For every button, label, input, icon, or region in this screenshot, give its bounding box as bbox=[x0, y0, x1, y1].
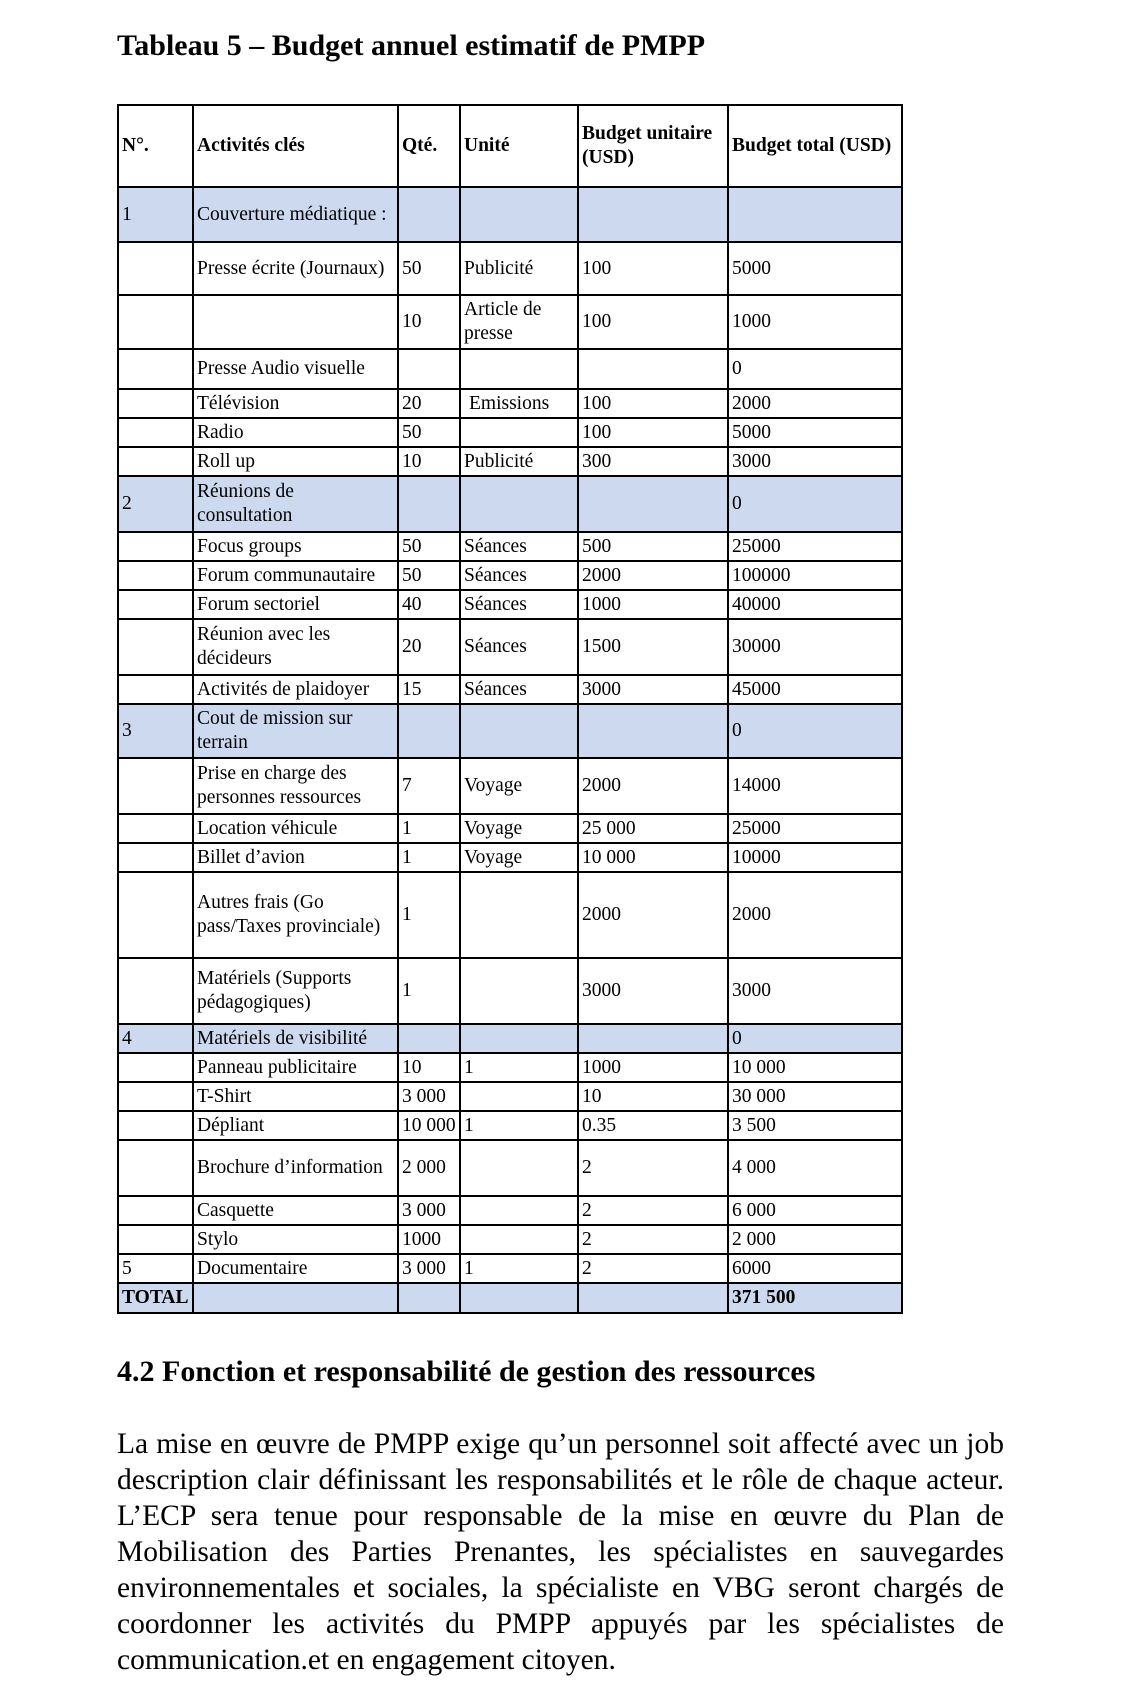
total-budget-cell: 5000 bbox=[728, 418, 902, 447]
unit-cell: Article de presse bbox=[460, 295, 578, 349]
total-budget-cell: 10 000 bbox=[728, 1053, 902, 1082]
unit-budget-cell: 100 bbox=[578, 242, 728, 295]
unit-budget-cell: 2 bbox=[578, 1254, 728, 1283]
unit-budget-cell: 1000 bbox=[578, 1053, 728, 1082]
unit-budget-cell: 2000 bbox=[578, 561, 728, 590]
row-number-cell: 2 bbox=[118, 476, 193, 532]
unit-cell bbox=[460, 349, 578, 389]
total-budget-cell: 0 bbox=[728, 349, 902, 389]
total-budget-cell: 2 000 bbox=[728, 1225, 902, 1254]
activity-cell: Prise en charge des personnes ressources bbox=[193, 758, 398, 814]
table-row bbox=[118, 349, 902, 389]
activity-cell: Activités de plaidoyer bbox=[193, 675, 398, 704]
total-budget-cell: 40000 bbox=[728, 590, 902, 619]
quantity-cell: 1 bbox=[398, 958, 460, 1024]
unit-cell bbox=[460, 1024, 578, 1053]
row-number-cell bbox=[118, 1053, 193, 1082]
table-row bbox=[118, 295, 902, 349]
row-number-cell bbox=[118, 561, 193, 590]
activity-cell: Stylo bbox=[193, 1225, 398, 1254]
row-number-cell bbox=[118, 958, 193, 1024]
activity-cell: Réunions de consultation bbox=[193, 476, 398, 532]
unit-cell bbox=[460, 418, 578, 447]
activity-cell: Télévision bbox=[193, 389, 398, 418]
section-row bbox=[118, 476, 902, 532]
quantity-cell: 1000 bbox=[398, 1225, 460, 1254]
quantity-cell bbox=[398, 187, 460, 242]
unit-budget-cell: 300 bbox=[578, 447, 728, 476]
quantity-cell: 20 bbox=[398, 619, 460, 675]
total-budget-cell: 14000 bbox=[728, 758, 902, 814]
activity-cell: T-Shirt bbox=[193, 1082, 398, 1111]
unit-cell bbox=[460, 704, 578, 758]
body-paragraph: La mise en œuvre de PMPP exige qu’un personnel soit affecté avec un job description clair définissant les responsabilités et le rôle de chaque acteur. L’ECP sera tenue pour responsable de la mise en œuvre du Plan de Mobilisation des Parties Prenantes, les spécialistes en sauvegardes environnementales et sociales, la spécialiste en VBG seront chargés de coordonner les activités du PMPP appuyés par les spécialistes de communication.et en engagement citoyen. bbox=[117, 1428, 1004, 1676]
quantity-cell: 20 bbox=[398, 389, 460, 418]
activity-cell: Billet d’avion bbox=[193, 843, 398, 872]
total-budget-cell: 2000 bbox=[728, 872, 902, 958]
total-budget-cell: 25000 bbox=[728, 814, 902, 843]
quantity-cell: 50 bbox=[398, 418, 460, 447]
total-budget-cell: 0 bbox=[728, 476, 902, 532]
total-budget-cell: 0 bbox=[728, 704, 902, 758]
quantity-cell: 2 000 bbox=[398, 1140, 460, 1196]
quantity-cell: 15 bbox=[398, 675, 460, 704]
table-row bbox=[118, 242, 902, 295]
section-row bbox=[118, 1024, 902, 1053]
unit-cell: Séances bbox=[460, 532, 578, 561]
total-budget-cell: 2000 bbox=[728, 389, 902, 418]
activity-cell: Location véhicule bbox=[193, 814, 398, 843]
total-budget-cell: 1000 bbox=[728, 295, 902, 349]
total-budget-cell bbox=[728, 187, 902, 242]
row-number-cell bbox=[118, 418, 193, 447]
table-row bbox=[118, 1254, 902, 1283]
unit-cell: Séances bbox=[460, 590, 578, 619]
header-qty: Qté. bbox=[398, 105, 460, 187]
unit-cell bbox=[460, 1196, 578, 1225]
table-row bbox=[118, 675, 902, 704]
activity-cell: Brochure d’information bbox=[193, 1140, 398, 1196]
quantity-cell: 10 000 bbox=[398, 1111, 460, 1140]
quantity-cell: 1 bbox=[398, 872, 460, 958]
quantity-cell: 3 000 bbox=[398, 1082, 460, 1111]
header-unit: Unité bbox=[460, 105, 578, 187]
table-row bbox=[118, 1053, 902, 1082]
unit-cell: Publicité bbox=[460, 242, 578, 295]
header-activity: Activités clés bbox=[193, 105, 398, 187]
unit-budget-cell: 25 000 bbox=[578, 814, 728, 843]
total-budget-cell: 3 500 bbox=[728, 1111, 902, 1140]
unit-cell: Séances bbox=[460, 619, 578, 675]
row-number-cell bbox=[118, 295, 193, 349]
quantity-cell bbox=[398, 1024, 460, 1053]
unit-budget-cell: 2 bbox=[578, 1225, 728, 1254]
total-budget-cell: 10000 bbox=[728, 843, 902, 872]
total-budget-cell: 5000 bbox=[728, 242, 902, 295]
quantity-cell: 50 bbox=[398, 561, 460, 590]
total-budget-cell: 4 000 bbox=[728, 1140, 902, 1196]
table-row bbox=[118, 814, 902, 843]
row-number-cell bbox=[118, 619, 193, 675]
section-row bbox=[118, 1283, 902, 1313]
unit-budget-cell bbox=[578, 1024, 728, 1053]
unit-budget-cell: 10 bbox=[578, 1082, 728, 1111]
unit-cell bbox=[460, 1283, 578, 1313]
row-number-cell bbox=[118, 872, 193, 958]
row-number-cell bbox=[118, 590, 193, 619]
unit-budget-cell: 2000 bbox=[578, 872, 728, 958]
table-row bbox=[118, 1196, 902, 1225]
quantity-cell: 3 000 bbox=[398, 1196, 460, 1225]
activity-cell: Couverture médiatique : bbox=[193, 187, 398, 242]
quantity-cell: 10 bbox=[398, 295, 460, 349]
total-budget-cell: 3000 bbox=[728, 447, 902, 476]
activity-cell: Focus groups bbox=[193, 532, 398, 561]
budget-table bbox=[117, 104, 903, 1314]
table-row bbox=[118, 447, 902, 476]
unit-cell bbox=[460, 476, 578, 532]
unit-budget-cell bbox=[578, 187, 728, 242]
activity-cell: Casquette bbox=[193, 1196, 398, 1225]
activity-cell: Matériels de visibilité bbox=[193, 1024, 398, 1053]
section-row bbox=[118, 187, 902, 242]
unit-budget-cell: 3000 bbox=[578, 958, 728, 1024]
activity-cell bbox=[193, 295, 398, 349]
row-number-cell bbox=[118, 1082, 193, 1111]
total-budget-cell: 3000 bbox=[728, 958, 902, 1024]
quantity-cell: 50 bbox=[398, 242, 460, 295]
row-number-cell: 3 bbox=[118, 704, 193, 758]
activity-cell: Cout de mission sur terrain bbox=[193, 704, 398, 758]
unit-budget-cell: 10 000 bbox=[578, 843, 728, 872]
table-row bbox=[118, 1111, 902, 1140]
unit-cell: Emissions bbox=[460, 389, 578, 418]
quantity-cell: 10 bbox=[398, 447, 460, 476]
unit-budget-cell bbox=[578, 476, 728, 532]
quantity-cell: 7 bbox=[398, 758, 460, 814]
header-row bbox=[118, 105, 902, 187]
unit-budget-cell: 2000 bbox=[578, 758, 728, 814]
row-number-cell: TOTAL bbox=[118, 1283, 193, 1313]
table-row bbox=[118, 1225, 902, 1254]
unit-budget-cell: 0.35 bbox=[578, 1111, 728, 1140]
unit-budget-cell: 2 bbox=[578, 1140, 728, 1196]
table-row bbox=[118, 872, 902, 958]
total-budget-cell: 100000 bbox=[728, 561, 902, 590]
table-row bbox=[118, 418, 902, 447]
total-budget-cell: 45000 bbox=[728, 675, 902, 704]
unit-cell bbox=[460, 958, 578, 1024]
activity-cell: Autres frais (Go pass/Taxes provinciale) bbox=[193, 872, 398, 958]
table-row bbox=[118, 758, 902, 814]
header-no: N°. bbox=[118, 105, 193, 187]
quantity-cell bbox=[398, 476, 460, 532]
activity-cell: Réunion avec les décideurs bbox=[193, 619, 398, 675]
table-row bbox=[118, 1140, 902, 1196]
unit-budget-cell bbox=[578, 349, 728, 389]
total-budget-cell: 6000 bbox=[728, 1254, 902, 1283]
activity-cell: Roll up bbox=[193, 447, 398, 476]
row-number-cell bbox=[118, 349, 193, 389]
row-number-cell bbox=[118, 1225, 193, 1254]
activity-cell: Matériels (Supports pédagogiques) bbox=[193, 958, 398, 1024]
unit-budget-cell: 3000 bbox=[578, 675, 728, 704]
row-number-cell bbox=[118, 758, 193, 814]
section-heading: 4.2 Fonction et responsabilité de gestion des ressources bbox=[117, 1355, 816, 1388]
table-row bbox=[118, 958, 902, 1024]
header-unit-budget: Budget unitaire (USD) bbox=[578, 105, 728, 187]
unit-cell: Voyage bbox=[460, 843, 578, 872]
unit-cell: Voyage bbox=[460, 814, 578, 843]
unit-cell: Voyage bbox=[460, 758, 578, 814]
quantity-cell: 10 bbox=[398, 1053, 460, 1082]
table-row bbox=[118, 532, 902, 561]
quantity-cell bbox=[398, 704, 460, 758]
unit-budget-cell: 500 bbox=[578, 532, 728, 561]
total-budget-cell: 371 500 bbox=[728, 1283, 902, 1313]
row-number-cell bbox=[118, 843, 193, 872]
header-total-budget: Budget total (USD) bbox=[728, 105, 902, 187]
quantity-cell: 3 000 bbox=[398, 1254, 460, 1283]
table-title: Tableau 5 – Budget annuel estimatif de PMPP bbox=[117, 29, 706, 62]
row-number-cell bbox=[118, 242, 193, 295]
activity-cell: Forum communautaire bbox=[193, 561, 398, 590]
quantity-cell: 40 bbox=[398, 590, 460, 619]
total-budget-cell: 30000 bbox=[728, 619, 902, 675]
unit-cell: Séances bbox=[460, 675, 578, 704]
unit-cell bbox=[460, 1225, 578, 1254]
activity-cell: Panneau publicitaire bbox=[193, 1053, 398, 1082]
activity-cell bbox=[193, 1283, 398, 1313]
total-budget-cell: 25000 bbox=[728, 532, 902, 561]
unit-budget-cell: 100 bbox=[578, 389, 728, 418]
activity-cell: Dépliant bbox=[193, 1111, 398, 1140]
total-budget-cell: 30 000 bbox=[728, 1082, 902, 1111]
row-number-cell bbox=[118, 1196, 193, 1225]
row-number-cell bbox=[118, 675, 193, 704]
quantity-cell bbox=[398, 349, 460, 389]
unit-cell: 1 bbox=[460, 1053, 578, 1082]
section-row bbox=[118, 704, 902, 758]
row-number-cell: 5 bbox=[118, 1254, 193, 1283]
quantity-cell bbox=[398, 1283, 460, 1313]
total-budget-cell: 6 000 bbox=[728, 1196, 902, 1225]
table-row bbox=[118, 619, 902, 675]
unit-budget-cell bbox=[578, 1283, 728, 1313]
unit-cell bbox=[460, 1140, 578, 1196]
row-number-cell bbox=[118, 1140, 193, 1196]
unit-cell bbox=[460, 1082, 578, 1111]
unit-cell bbox=[460, 872, 578, 958]
table-row bbox=[118, 590, 902, 619]
unit-budget-cell: 1000 bbox=[578, 590, 728, 619]
unit-budget-cell: 1500 bbox=[578, 619, 728, 675]
unit-cell: Séances bbox=[460, 561, 578, 590]
row-number-cell bbox=[118, 389, 193, 418]
row-number-cell bbox=[118, 814, 193, 843]
unit-budget-cell: 100 bbox=[578, 295, 728, 349]
quantity-cell: 1 bbox=[398, 843, 460, 872]
total-budget-cell: 0 bbox=[728, 1024, 902, 1053]
row-number-cell bbox=[118, 1111, 193, 1140]
unit-cell: 1 bbox=[460, 1111, 578, 1140]
unit-budget-cell: 2 bbox=[578, 1196, 728, 1225]
table-row bbox=[118, 389, 902, 418]
table-row bbox=[118, 1082, 902, 1111]
activity-cell: Forum sectoriel bbox=[193, 590, 398, 619]
quantity-cell: 1 bbox=[398, 814, 460, 843]
unit-cell: Publicité bbox=[460, 447, 578, 476]
activity-cell: Presse écrite (Journaux) bbox=[193, 242, 398, 295]
unit-cell: 1 bbox=[460, 1254, 578, 1283]
quantity-cell: 50 bbox=[398, 532, 460, 561]
row-number-cell bbox=[118, 532, 193, 561]
unit-budget-cell: 100 bbox=[578, 418, 728, 447]
unit-budget-cell bbox=[578, 704, 728, 758]
table-row bbox=[118, 561, 902, 590]
row-number-cell: 4 bbox=[118, 1024, 193, 1053]
activity-cell: Documentaire bbox=[193, 1254, 398, 1283]
table-row bbox=[118, 843, 902, 872]
row-number-cell bbox=[118, 447, 193, 476]
row-number-cell: 1 bbox=[118, 187, 193, 242]
activity-cell: Radio bbox=[193, 418, 398, 447]
activity-cell: Presse Audio visuelle bbox=[193, 349, 398, 389]
unit-cell bbox=[460, 187, 578, 242]
